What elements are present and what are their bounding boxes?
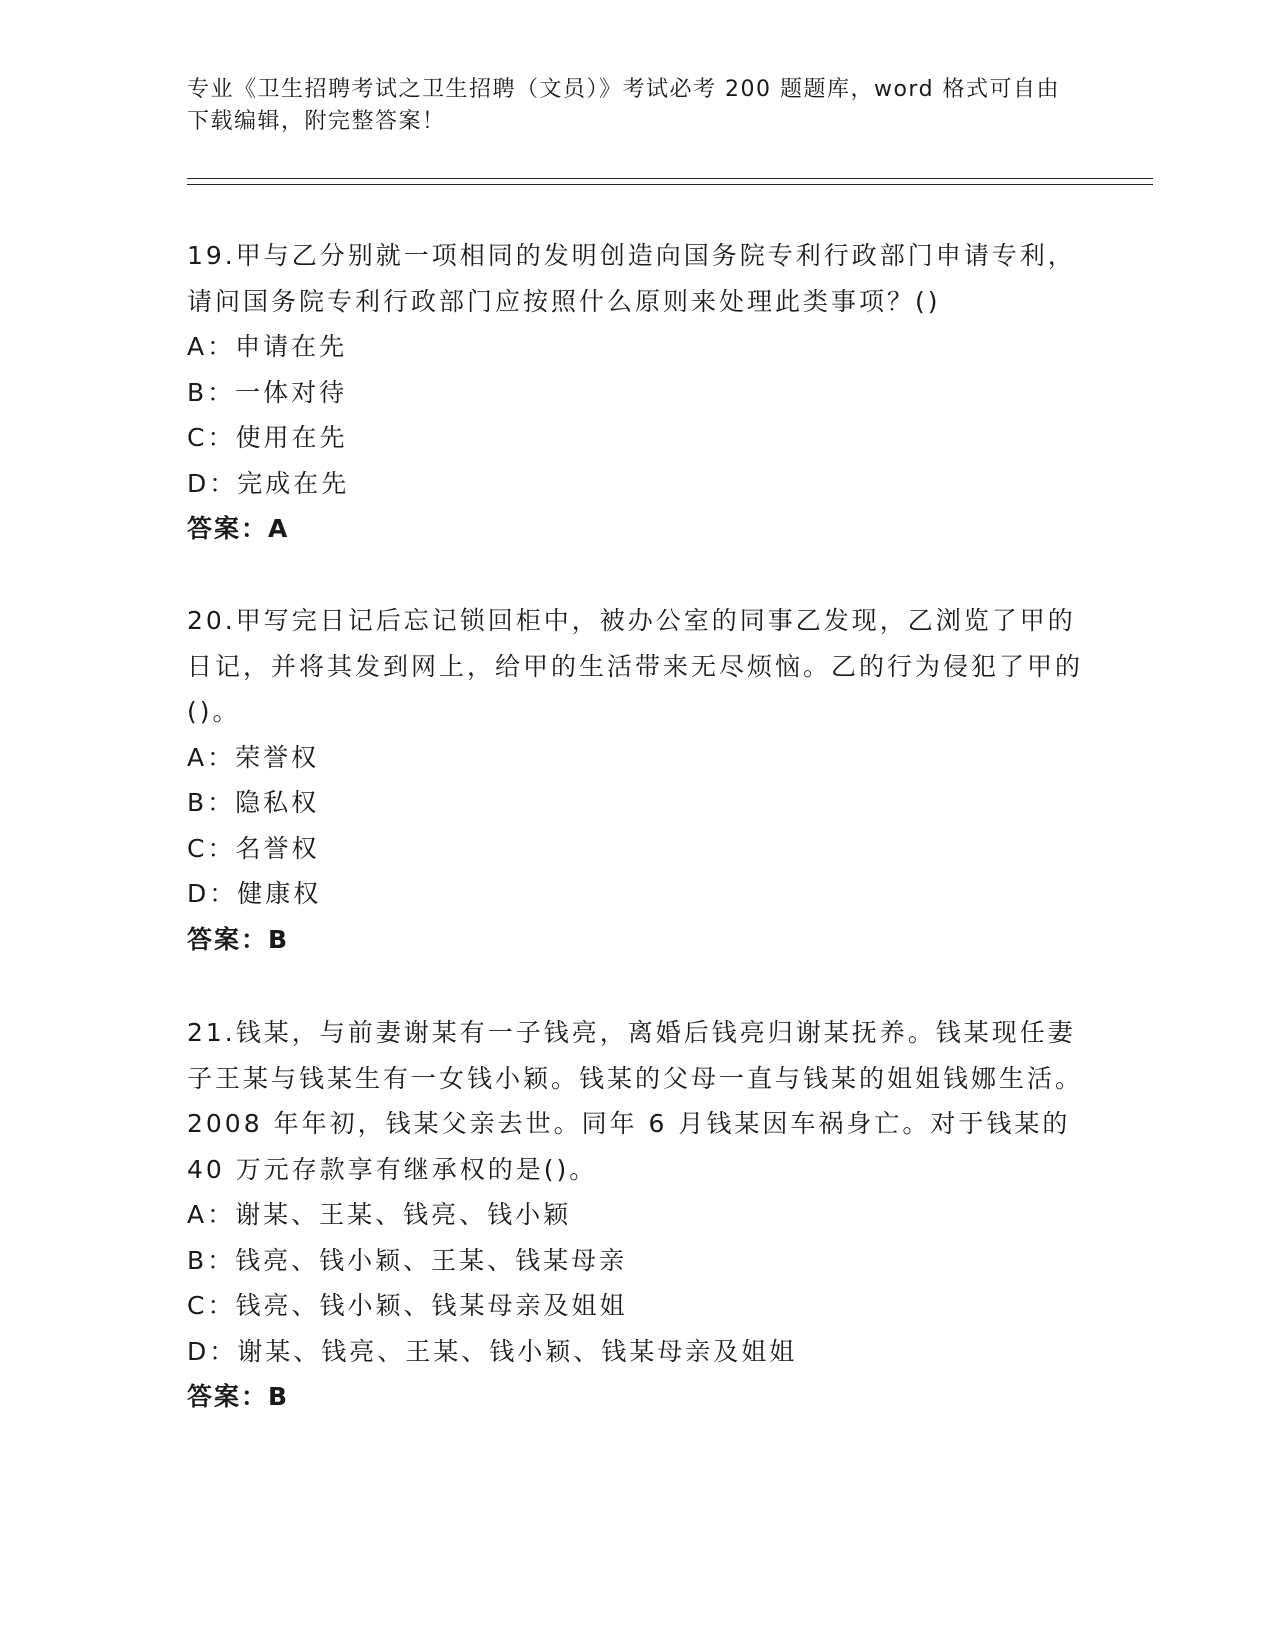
option-a: A：谢某、王某、钱亮、钱小颖 xyxy=(187,1200,572,1229)
option-b: B：一体对待 xyxy=(187,377,348,407)
option-c: C：使用在先 xyxy=(187,423,348,452)
question-21 xyxy=(187,1010,1087,1420)
answer-line xyxy=(187,917,1087,963)
question-text: 20.甲写完日记后忘记锁回柜中，被办公室的同事乙发现，乙浏览了甲的日记，并将其发到网上，给甲的生活带来无尽烦恼。乙的行为侵犯了甲的()。 xyxy=(187,606,1084,726)
option-c: C：钱亮、钱小颖、钱某母亲及姐姐 xyxy=(187,1291,628,1320)
answer-line xyxy=(187,1374,1087,1420)
answer-value: B xyxy=(268,1382,290,1411)
document-header: 专业《卫生招聘考试之卫生招聘（文员）》考试必考 200 题题库，word 格式可自由下载编辑，附完整答案！ xyxy=(187,77,1061,134)
question-20 xyxy=(187,598,1087,962)
option-c: C：名誉权 xyxy=(187,833,320,863)
header-divider-top xyxy=(187,178,1153,179)
answer-label: 答案： xyxy=(187,514,269,543)
answer-line xyxy=(187,506,1087,552)
option-d: D：完成在先 xyxy=(187,468,350,498)
option-a: A：申请在先 xyxy=(187,332,348,361)
option-b: B：钱亮、钱小颖、王某、钱某母亲 xyxy=(187,1245,628,1275)
question-19 xyxy=(187,233,1087,552)
question-text: 21.钱某，与前妻谢某有一子钱亮，离婚后钱亮归谢某抚养。钱某现任妻子王某与钱某生有一女钱小颖。钱某的父母一直与钱某的姐姐钱娜生活。2008 年年初，钱某父亲去世。同年 6 月钱某因车祸身亡。对于钱某的 40 万元存款享有继承权的是()。 xyxy=(187,1018,1084,1184)
answer-value: B xyxy=(268,924,290,954)
answer-label: 答案： xyxy=(187,924,269,954)
header-divider-bottom xyxy=(187,184,1153,185)
answer-value: A xyxy=(268,514,290,543)
option-d: D：健康权 xyxy=(187,879,322,908)
answer-label: 答案： xyxy=(187,1382,269,1411)
option-a: A：荣誉权 xyxy=(187,742,320,772)
option-b: B：隐私权 xyxy=(187,788,320,817)
question-text: 19.甲与乙分别就一项相同的发明创造向国务院专利行政部门申请专利，请问国务院专利行政部门应按照什么原则来处理此类事项？() xyxy=(187,241,1076,316)
option-d: D：谢某、钱亮、王某、钱小颖、钱某母亲及姐姐 xyxy=(187,1336,798,1366)
